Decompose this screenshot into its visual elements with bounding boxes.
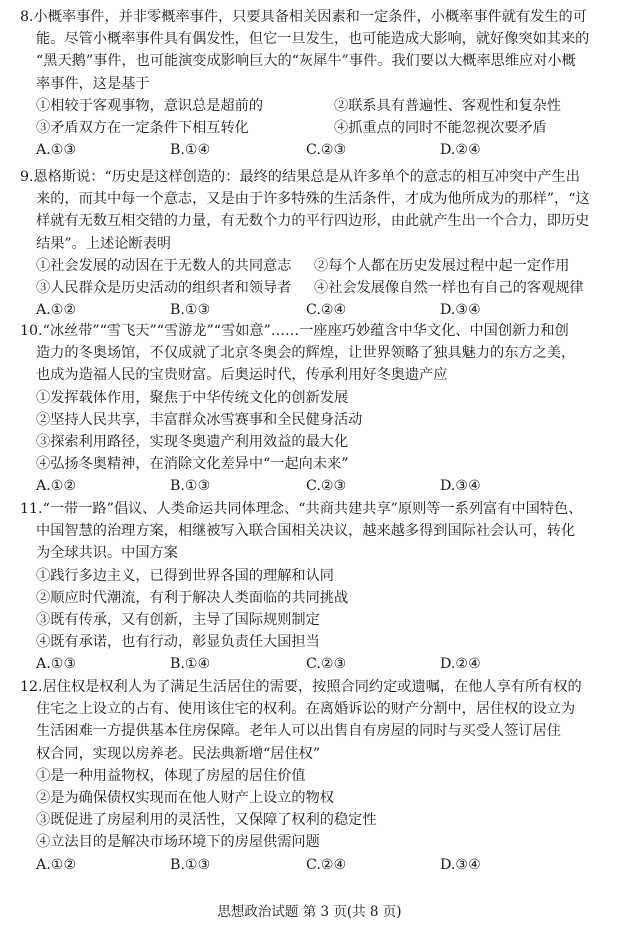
q9-option-1[interactable]: ①社会发展的动因在于无数人的共同意志 <box>36 257 292 274</box>
q10-answer-b[interactable]: B.①③ <box>170 478 211 495</box>
q8-option-1[interactable]: ①相较于客观事物，意识总是超前的 <box>36 97 264 114</box>
q12-option-1[interactable]: ①是一种用益物权，体现了房屋的居住价值 <box>36 767 306 784</box>
q10-stem-line-2: 造力的冬奥场馆，不仅成就了北京冬奥会的辉煌，让世界领略了独具魅力的东方之美， <box>36 345 576 362</box>
question-12 <box>20 676 610 876</box>
q12-stem-line-1: 12.居住权是权利人为了满足生活居住的需要，按照合同约定或遗嘱，在他人享有所有权的 <box>20 679 582 695</box>
q9-stem-line-3: 样就有无数互相交错的力量，有无数个力的平行四边形，由此就产生出一个合力，即历史 <box>36 213 590 230</box>
question-10 <box>20 320 610 498</box>
q8-option-row-2 <box>20 117 610 139</box>
q12-answer-a[interactable]: A.①② <box>36 856 77 873</box>
q8-answers <box>20 139 610 161</box>
q9-answer-c[interactable]: C.②④ <box>306 302 347 319</box>
q8-stem-line-4: 率事件，这是基于 <box>36 75 150 92</box>
q8-option-2[interactable]: ②联系具有普遍性、客观性和复杂性 <box>334 97 562 114</box>
q9-answer-d[interactable]: D.③④ <box>440 302 481 319</box>
q8-answer-a[interactable]: A.①③ <box>36 142 77 159</box>
q12-answers <box>20 854 610 876</box>
q12-option-4[interactable]: ④立法目的是解决市场环境下的房屋供需问题 <box>36 834 320 851</box>
q12-answer-b[interactable]: B.①③ <box>170 856 211 873</box>
q12-option-3[interactable]: ③既促进了房屋利用的灵活性，又保障了权利的稳定性 <box>36 812 377 829</box>
q9-option-3[interactable]: ③人民群众是历史活动的组织者和领导者 <box>36 279 292 296</box>
question-9 <box>20 166 610 321</box>
q12-stem-line-3: 生活困难一方提供基本住房保障。老年人可以出售自有房屋的同时与买受人签订居住 <box>36 723 561 740</box>
q11-answer-b[interactable]: B.①④ <box>170 656 211 673</box>
question-8 <box>20 6 610 161</box>
q9-answer-b[interactable]: B.①③ <box>170 302 211 319</box>
q11-stem-line-2: 中国智慧的治理方案，相继被写入联合国相关决议，越来越多得到国际社会认可，转化 <box>36 523 576 540</box>
q11-answer-c[interactable]: C.②③ <box>306 656 347 673</box>
q11-option-4[interactable]: ④既有承诺，也有行动，彰显负责任大国担当 <box>36 634 320 651</box>
q8-stem-line-1: 8.小概率事件，并非零概率事件，只要具备相关因素和一定条件，小概率事件就有发生的可 <box>20 9 587 25</box>
q9-stem-line-1: 9.恩格斯说：“历史是这样创造的：最终的结果总是从许多单个的意志的相互冲突中产生出 <box>20 169 580 185</box>
q9-option-2[interactable]: ②每个人都在历史发展过程中起一定作用 <box>314 257 570 274</box>
q10-answer-a[interactable]: A.①② <box>36 478 77 495</box>
q11-answer-a[interactable]: A.①③ <box>36 656 77 673</box>
q9-option-row-2 <box>20 277 610 299</box>
q11-answers <box>20 653 610 675</box>
q9-answer-a[interactable]: A.①② <box>36 302 77 319</box>
q11-stem-line-1: 11.“一带一路”倡议、人类命运共同体理念、“共商共建共享”原则等一系列富有中国特色、 <box>20 501 583 517</box>
q12-answer-c[interactable]: C.②④ <box>306 856 347 873</box>
q12-stem-line-2: 住宅之上设立的占有、使用该住宅的权利。在离婚诉讼的财产分割中，居住权的设立为 <box>36 701 576 718</box>
q11-option-2[interactable]: ②顺应时代潮流，有利于解决人类面临的共同挑战 <box>36 589 349 606</box>
q9-option-row-1 <box>20 255 610 277</box>
q10-option-2[interactable]: ②坚持人民共享，丰富群众冰雪赛事和全民健身活动 <box>36 411 363 428</box>
q8-option-3[interactable]: ③矛盾双方在一定条件下相互转化 <box>36 119 249 136</box>
question-11 <box>20 498 610 676</box>
q8-stem-line-2: 能。尽管小概率事件具有偶发性，但它一旦发生，也可能造成大影响，就好像突如其来的 <box>36 31 590 48</box>
q12-stem-line-4: 权合同，实现以房养老。民法典新增“居住权” <box>36 745 321 762</box>
q12-answer-d[interactable]: D.③④ <box>440 856 481 873</box>
q9-answers <box>20 299 610 321</box>
q11-answer-d[interactable]: D.②④ <box>440 656 481 673</box>
q10-answers <box>20 475 610 497</box>
q8-answer-b[interactable]: B.①④ <box>170 142 211 159</box>
q8-answer-d[interactable]: D.②④ <box>440 142 481 159</box>
q8-option-4[interactable]: ④抓重点的同时不能忽视次要矛盾 <box>334 119 547 136</box>
q8-stem-line-3: “黑天鹅”事件，也可能演变成影响巨大的“灰犀牛”事件。我们要以大概率思维应对小概 <box>36 53 576 70</box>
q10-answer-c[interactable]: C.②③ <box>306 478 347 495</box>
page-footer: 思想政治试题 第 3 页(共 8 页) <box>217 904 402 920</box>
q9-stem-line-2: 来的，而其中每一个意志，又是由于许多特殊的生活条件，才成为他所成为的那样”，“这 <box>36 191 590 208</box>
q8-answer-c[interactable]: C.②③ <box>306 142 347 159</box>
q10-option-1[interactable]: ①发挥载体作用，聚焦于中华传统文化的创新发展 <box>36 389 349 406</box>
q10-stem-line-1: 10.“冰丝带”“雪飞天”“雪游龙”“雪如意”……一座座巧妙蕴含中华文化、中国创新力和创 <box>20 323 569 339</box>
q9-stem-line-4: 结果”。上述论断表明 <box>36 235 171 252</box>
q11-option-1[interactable]: ①践行多边主义，已得到世界各国的理解和认同 <box>36 567 334 584</box>
q12-option-2[interactable]: ②是为确保债权实现而在他人财产上设立的物权 <box>36 789 334 806</box>
q10-answer-d[interactable]: D.③④ <box>440 478 481 495</box>
q11-option-3[interactable]: ③既有传承，又有创新，主导了国际规则制定 <box>36 611 320 628</box>
q11-stem-line-3: 为全球共识。中国方案 <box>36 545 178 562</box>
q9-option-4[interactable]: ④社会发展像自然一样也有自己的客观规律 <box>314 279 584 296</box>
q8-option-row-1 <box>20 95 610 117</box>
q10-option-3[interactable]: ③探索利用路径，实现冬奥遗产利用效益的最大化 <box>36 433 349 450</box>
q10-stem-line-3: 也成为造福人民的宝贵财富。后奥运时代，传承利用好冬奥遗产应 <box>36 367 448 384</box>
q10-option-4[interactable]: ④弘扬冬奥精神，在消除文化差异中“一起向未来” <box>36 456 349 473</box>
